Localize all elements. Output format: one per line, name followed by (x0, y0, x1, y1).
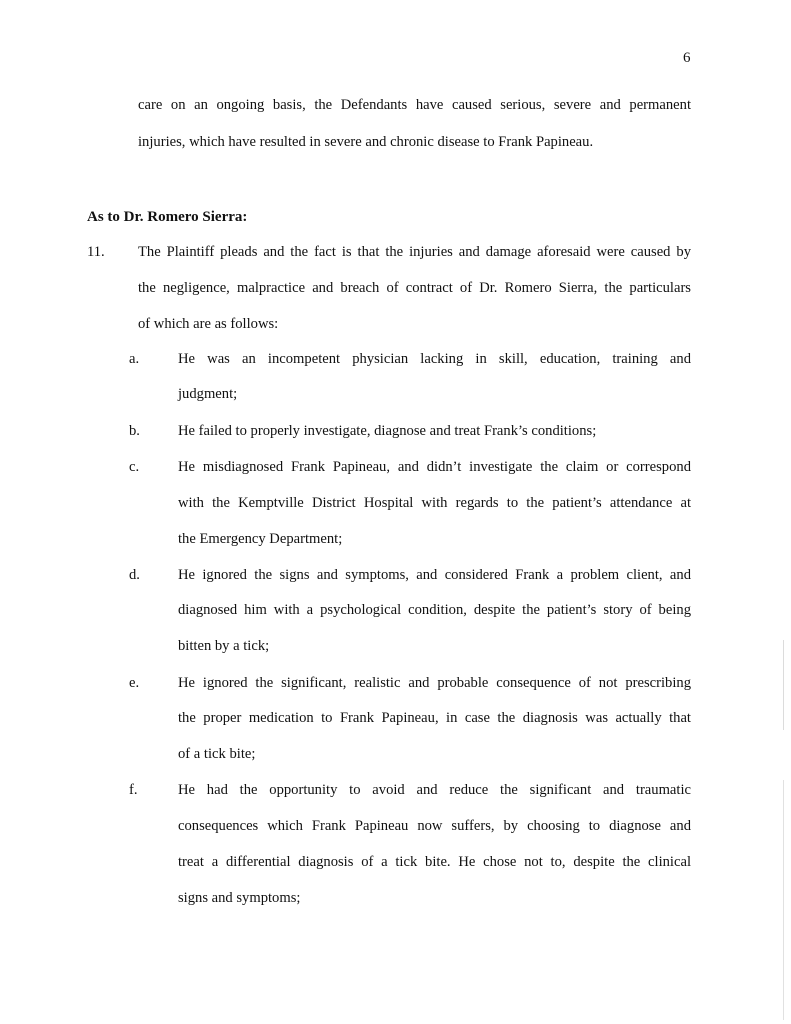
item-c-line-3: the Emergency Department; (178, 531, 343, 547)
continuation-line-2: injuries, which have resulted in severe and chronic disease to Frank Papineau. (138, 134, 594, 150)
item-f-label: f. (129, 782, 138, 798)
scan-edge-mark (783, 640, 784, 730)
item-d-line-2: diagnosed him with a psychological condition, despite the patient’s story of being (178, 602, 691, 618)
item-a-line-1: He was an incompetent physician lacking in skill, education, training and (178, 351, 691, 367)
item-f-line-4: signs and symptoms; (178, 890, 301, 906)
item-f-line-1: He had the opportunity to avoid and reduce the significant and traumatic (178, 782, 691, 798)
section-heading: As to Dr. Romero Sierra: (87, 209, 248, 225)
scan-edge-mark (783, 780, 784, 1020)
item-a-line-2: judgment; (178, 386, 238, 402)
page-number: 6 (683, 50, 691, 66)
item-c-line-2: with the Kemptville District Hospital with regards to the patient’s attendance at (178, 495, 691, 511)
item-d-line-1: He ignored the signs and symptoms, and considered Frank a problem client, and (178, 567, 691, 583)
paragraph-line-2: the negligence, malpractice and breach of contract of Dr. Romero Sierra, the particulars (138, 280, 691, 296)
item-c-label: c. (129, 459, 140, 475)
item-a-label: a. (129, 351, 140, 367)
paragraph-line-1: The Plaintiff pleads and the fact is that the injuries and damage aforesaid were caused by (138, 244, 691, 260)
paragraph-line-3: of which are as follows: (138, 316, 279, 332)
continuation-line-1: care on an ongoing basis, the Defendants have caused serious, severe and permanent (138, 97, 691, 113)
item-f-line-3: treat a differential diagnosis of a tick bite. He chose not to, despite the clinical (178, 854, 691, 870)
item-d-label: d. (129, 567, 140, 583)
paragraph-number: 11. (87, 244, 105, 260)
item-e-line-3: of a tick bite; (178, 746, 256, 762)
item-b-line-1: He failed to properly investigate, diagnose and treat Frank’s conditions; (178, 423, 597, 439)
item-d-line-3: bitten by a tick; (178, 638, 270, 654)
item-e-line-2: the proper medication to Frank Papineau, in case the diagnosis was actually that (178, 710, 691, 726)
item-f-line-2: consequences which Frank Papineau now suffers, by choosing to diagnose and (178, 818, 691, 834)
item-c-line-1: He misdiagnosed Frank Papineau, and didn’t investigate the claim or correspond (178, 459, 691, 475)
item-b-label: b. (129, 423, 140, 439)
item-e-line-1: He ignored the significant, realistic and probable consequence of not prescribing (178, 675, 691, 691)
item-e-label: e. (129, 675, 140, 691)
